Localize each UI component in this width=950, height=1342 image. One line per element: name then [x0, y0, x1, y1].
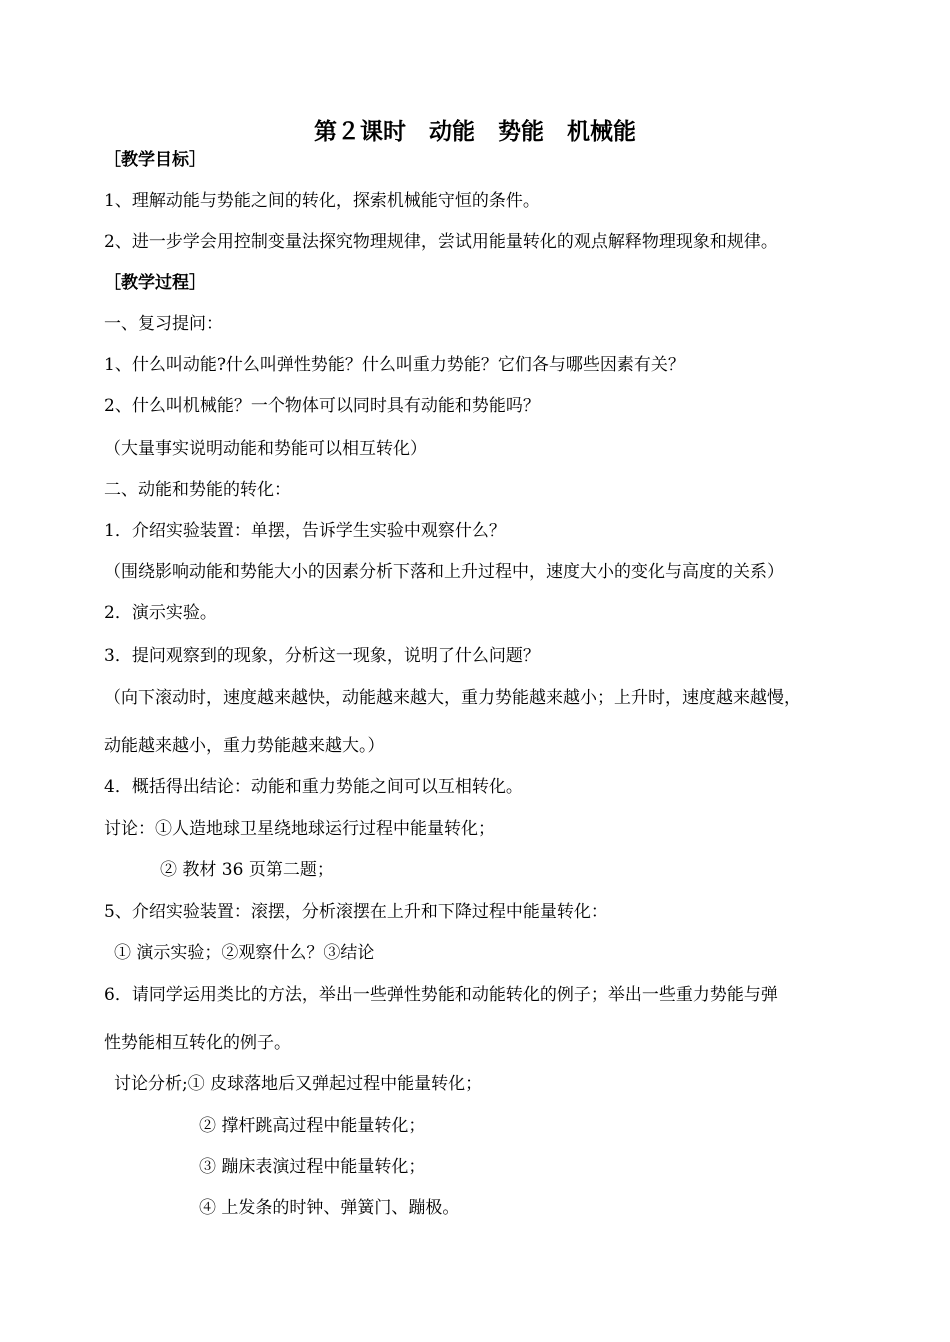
- review-question-2: 2、什么叫机械能？一个物体可以同时具有动能和势能吗？: [104, 396, 540, 416]
- review-note: （大量事实说明动能和势能可以相互转化）: [104, 439, 427, 459]
- step-5-substeps: ① 演示实验；②观察什么？③结论: [114, 943, 375, 963]
- step-1: 1．介绍实验装置：单摆，告诉学生实验中观察什么？: [104, 521, 506, 541]
- step-3-note-line-1: （向下滚动时，速度越来越快，动能越来越大，重力势能越来越小；上升时，速度越来越慢，: [104, 688, 801, 708]
- objective-1: 1、理解动能与势能之间的转化，探索机械能守恒的条件。: [104, 191, 540, 211]
- step-4: 4．概括得出结论：动能和重力势能之间可以互相转化。: [104, 777, 523, 797]
- part-one-heading: 一、复习提问：: [104, 314, 223, 334]
- discussion-1: 讨论：①人造地球卫星绕地球运行过程中能量转化；: [104, 819, 495, 839]
- step-6-line-1: 6．请同学运用类比的方法，举出一些弹性势能和动能转化的例子；举出一些重力势能与弹: [104, 985, 778, 1005]
- discussion-2: ② 教材 36 页第二题；: [160, 860, 334, 880]
- section-heading-objectives: ［教学目标］: [104, 150, 206, 170]
- analysis-4: ④ 上发条的时钟、弹簧门、蹦极。: [199, 1198, 460, 1218]
- step-3-note-line-2: 动能越来越小，重力势能越来越大。）: [104, 736, 385, 756]
- analysis-2: ② 撑杆跳高过程中能量转化；: [199, 1116, 426, 1136]
- step-5: 5、介绍实验装置：滚摆，分析滚摆在上升和下降过程中能量转化：: [104, 902, 608, 922]
- step-2: 2．演示实验。: [104, 603, 217, 623]
- review-question-1: 1、什么叫动能?什么叫弹性势能？什么叫重力势能？它们各与哪些因素有关？: [104, 355, 685, 375]
- analysis-1: 讨论分析;① 皮球落地后又弹起过程中能量转化；: [114, 1074, 483, 1094]
- step-6-line-2: 性势能相互转化的例子。: [104, 1033, 291, 1053]
- part-two-heading: 二、动能和势能的转化：: [104, 480, 291, 500]
- section-heading-process: ［教学过程］: [104, 273, 206, 293]
- analysis-3: ③ 蹦床表演过程中能量转化；: [199, 1157, 426, 1177]
- step-1-note: （围绕影响动能和势能大小的因素分析下落和上升过程中，速度大小的变化与高度的关系）: [104, 562, 784, 582]
- document-title: 第２课时 动能 势能 机械能: [314, 118, 636, 145]
- step-3: 3．提问观察到的现象，分析这一现象，说明了什么问题？: [104, 646, 540, 666]
- objective-2: 2、进一步学会用控制变量法探究物理规律，尝试用能量转化的观点解释物理现象和规律。: [104, 232, 778, 252]
